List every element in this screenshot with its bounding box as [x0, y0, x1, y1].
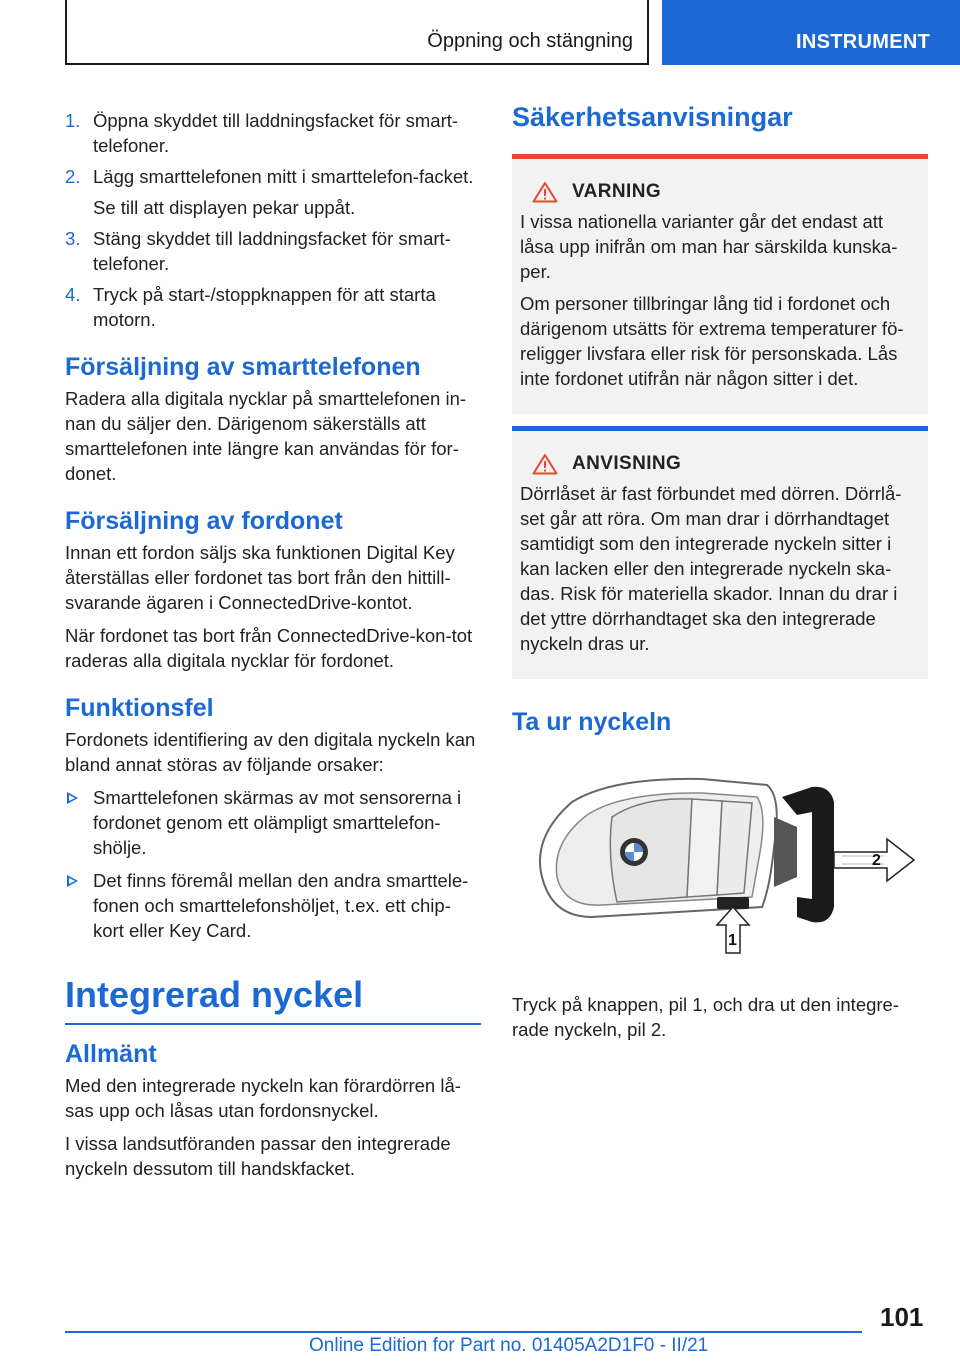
paragraph-sale-vehicle-2: När fordonet tas bort från ConnectedDrive-kon‐tot raderas alla digitala nycklar för fordonet.	[65, 625, 473, 671]
step-number: 1.	[65, 110, 81, 131]
warning-paragraph-2: Om personer tillbringar lång tid i fordonet och därigenom utsätts för extrema temperaturer fö‐religger livsfara eller risk för personskada. Lås inte fordonet utifrån när någon sitter i det.	[520, 293, 904, 389]
paragraph-sale-vehicle-1: Innan ett fordon säljs ska funktionen Digital Key återställas eller fordonet tas bort från den hittill‐svarande ägaren i ConnectedDrive-kontot.	[65, 542, 455, 613]
paragraph-general-2: I vissa landsutföranden passar den integrerade nyckeln dessutom till handskfacket.	[65, 1133, 451, 1179]
page-number: 101	[880, 1302, 924, 1332]
heading-safety: Säkerhetsanvisningar	[512, 102, 793, 132]
heading-general: Allmänt	[65, 1040, 157, 1068]
warning-label: VARNING	[572, 181, 662, 202]
warning-triangle-icon	[532, 453, 558, 475]
step-text: Tryck på start-/stoppknappen för att starta motorn.	[93, 284, 436, 330]
list-item	[65, 785, 481, 860]
arrow-1-label: 1	[728, 932, 737, 949]
notice-paragraph: Dörrlåset är fast förbundet med dörren. Dörrlå‐set går att röra. Om man drar i dörrhandtaget samtidigt som den integrerade nyckeln sitter i kan lacken eller den integrerade nyckeln ska‐das. Risk för materiella skador. Innan du drar i det yttre dörrhandtaget ska den integrerade nyckeln dras ur.	[520, 483, 902, 654]
warning-title	[520, 181, 920, 203]
heading-sale-vehicle: Försäljning av fordonet	[65, 507, 343, 535]
steps-list	[65, 108, 481, 332]
key-fob-image	[512, 757, 928, 957]
list-item	[65, 164, 481, 220]
warning-triangle-icon	[532, 181, 558, 203]
key-removal-illustration	[512, 757, 928, 962]
heading-malfunction: Funktionsfel	[65, 694, 214, 722]
bullet-triangle-icon	[67, 875, 78, 887]
notice-label: ANVISNING	[572, 453, 682, 474]
footer-edition: Online Edition for Part no. 01405A2D1F0 - II/21	[309, 1335, 709, 1356]
step-text: Lägg smarttelefonen mitt i smarttelefon‐facket.	[93, 166, 474, 187]
heading-sale-phone: Försäljning av smarttelefonen	[65, 353, 421, 381]
step-text: Öppna skyddet till laddningsfacket för smart‐telefoner.	[93, 110, 459, 156]
list-item	[65, 868, 481, 943]
bullet-text: Det finns föremål mellan den andra smarttele‐fonen och smarttelefonshöljet, t.ex. ett chip‐kort eller Key Card.	[93, 870, 469, 941]
step-number: 3.	[65, 228, 81, 249]
right-column	[512, 102, 928, 1050]
step-text: Stäng skyddet till laddningsfacket för smart‐telefoner.	[93, 228, 451, 274]
step-number: 2.	[65, 166, 81, 187]
footer-divider	[65, 1331, 862, 1333]
paragraph-sale-phone: Radera alla digitala nycklar på smarttelefonen in‐nan du säljer den. Därigenom säkerställs att smarttelefonen inte längre kan användas för for‐donet.	[65, 388, 467, 484]
arrow-2-label: 2	[872, 852, 881, 869]
header-section-title: Öppning och stängning	[427, 30, 633, 52]
notice-box	[512, 426, 928, 679]
notice-title	[520, 453, 920, 475]
heading-integrated-key: Integrerad nyckel	[65, 973, 481, 1025]
header-section-tab	[65, 0, 649, 65]
paragraph-remove-key: Tryck på knappen, pil 1, och dra ut den integre‐rade nyckeln, pil 2.	[512, 994, 900, 1040]
paragraph-malfunction: Fordonets identifiering av den digitala nyckeln kan bland annat störas av följande orsaker:	[65, 729, 476, 775]
malfunction-list	[65, 785, 481, 943]
list-item	[65, 282, 481, 332]
list-item	[65, 108, 481, 158]
list-item	[65, 226, 481, 276]
heading-remove-key: Ta ur nyckeln	[512, 708, 672, 736]
header-chapter-title: INSTRUMENT	[796, 31, 931, 53]
paragraph-general-1: Med den integrerade nyckeln kan förardörren lå‐sas upp och låsas utan fordonsnyckel.	[65, 1075, 461, 1121]
warning-paragraph-1: I vissa nationella varianter går det endast att låsa upp inifrån om man har särskilda kunska‐per.	[520, 211, 898, 282]
step-subtext: Se till att displayen pekar uppåt.	[93, 197, 356, 218]
bullet-text: Smarttelefonen skärmas av mot sensorerna i fordonet genom ett olämpligt smarttelefon‐shölje.	[93, 787, 462, 858]
bullet-triangle-icon	[67, 792, 78, 804]
warning-box	[512, 154, 928, 414]
header-chapter-tab	[662, 0, 960, 65]
step-number: 4.	[65, 284, 81, 305]
left-column	[65, 108, 481, 1189]
